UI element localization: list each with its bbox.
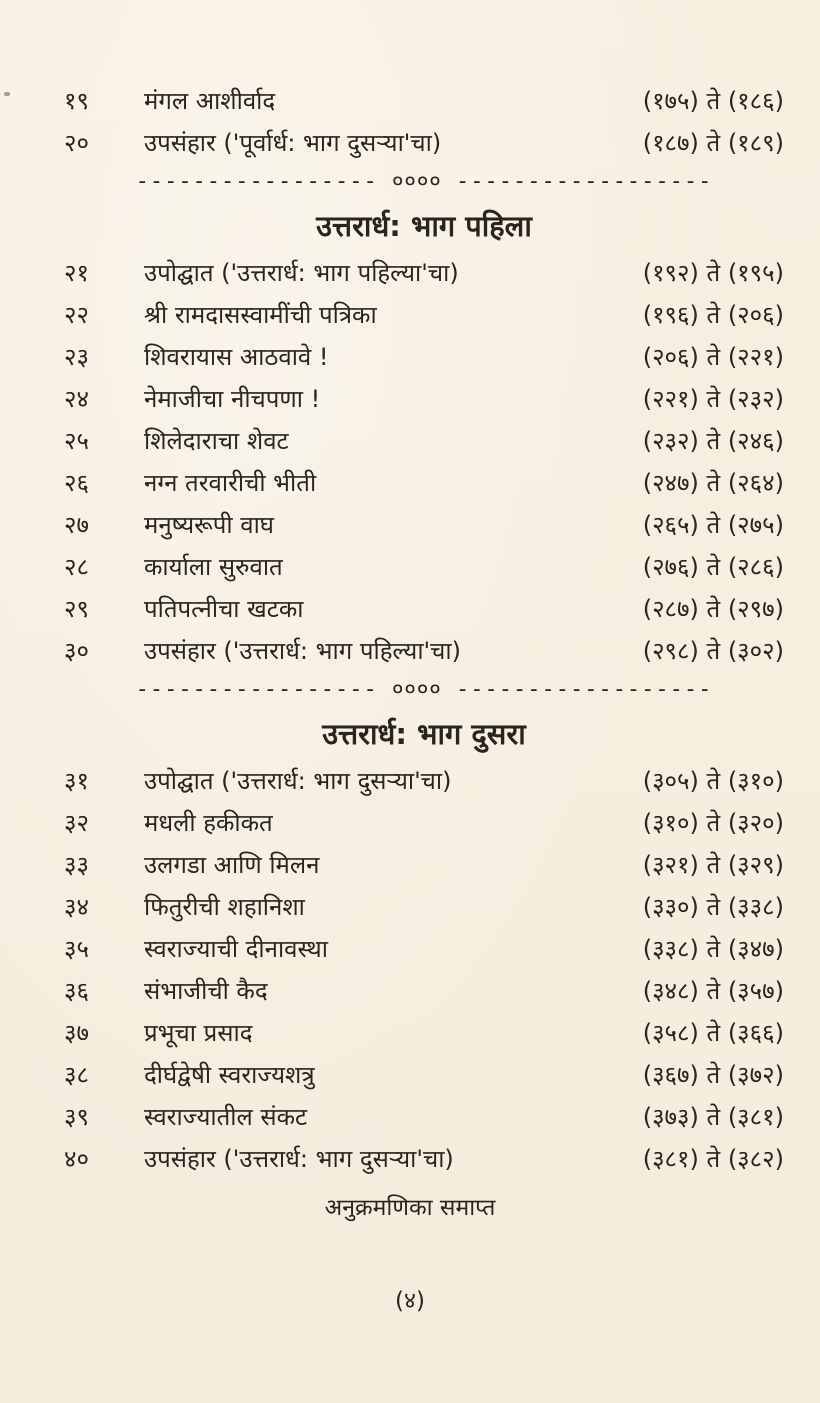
- toc-section-uttarardh-part-1: [64, 200, 784, 672]
- toc-row: [64, 802, 784, 844]
- page-range: (२४७) ते (२६४): [642, 469, 784, 497]
- page-range: (१९६) ते (२०६): [642, 301, 784, 329]
- toc-row: [64, 122, 784, 164]
- chapter-number: ३४: [64, 893, 89, 921]
- page-range: (२०६) ते (२२१): [642, 343, 784, 371]
- toc-end-note: अनुक्रमणिका समाप्त: [324, 1195, 496, 1221]
- chapter-title: उपसंहार ('उत्तरार्ध: भाग दुसऱ्या'चा): [144, 1145, 454, 1173]
- page-range: (३७३) ते (३८१): [642, 1103, 784, 1131]
- page-range: (२३२) ते (२४६): [642, 427, 784, 455]
- table-of-contents: [64, 80, 784, 1180]
- chapter-number: २०: [64, 129, 89, 157]
- chapter-title: मनुष्यरूपी वाघ: [144, 511, 274, 539]
- chapter-title: प्रभूचा प्रसाद: [144, 1019, 253, 1047]
- chapter-number: २४: [64, 385, 89, 413]
- chapter-number: २३: [64, 343, 89, 371]
- toc-row: [64, 80, 784, 122]
- page-range: (१९२) ते (१९५): [642, 259, 784, 287]
- toc-row: [64, 462, 784, 504]
- toc-row: [64, 970, 784, 1012]
- page-range: (३३८) ते (३४७): [642, 935, 784, 963]
- page-range: (१७५) ते (१८६): [642, 87, 784, 115]
- toc-section-uttarardh-part-2: [64, 708, 784, 1180]
- chapter-title: स्वराज्यातील संकट: [144, 1103, 308, 1131]
- chapter-number: ३९: [64, 1103, 89, 1131]
- toc-row: [64, 378, 784, 420]
- toc-row: [64, 1096, 784, 1138]
- page-range: (३१०) ते (३२०): [642, 809, 784, 837]
- chapter-title: फितुरीची शहानिशा: [144, 893, 305, 921]
- chapter-title: मधली हकीकत: [144, 809, 273, 837]
- chapter-title: उपसंहार ('पूर्वार्ध: भाग दुसऱ्या'चा): [144, 129, 442, 157]
- toc-row: [64, 504, 784, 546]
- chapter-number: ३०: [64, 637, 89, 665]
- toc-row: [64, 588, 784, 630]
- chapter-title: मंगल आशीर्वाद: [144, 87, 276, 115]
- page-range: (२९८) ते (३०२): [642, 637, 784, 665]
- chapter-title: पतिपत्नीचा खटका: [144, 595, 304, 623]
- chapter-number: २५: [64, 427, 89, 455]
- toc-row: [64, 928, 784, 970]
- chapter-number: ३६: [64, 977, 89, 1005]
- chapter-number: ३३: [64, 851, 89, 879]
- chapter-number: ३१: [64, 767, 89, 795]
- chapter-number: ३८: [64, 1061, 89, 1089]
- chapter-title: शिवरायास आठवावे !: [144, 343, 329, 371]
- chapter-title: उपोद्घात ('उत्तरार्ध: भाग पहिल्या'चा): [144, 259, 459, 287]
- chapter-title: उलगडा आणि मिलन: [144, 851, 320, 879]
- toc-row: [64, 630, 784, 672]
- toc-row: [64, 336, 784, 378]
- toc-section-purvardh: [64, 80, 784, 164]
- page-range: (१८७) ते (१८९): [642, 129, 784, 157]
- chapter-number: ४०: [64, 1145, 89, 1173]
- chapter-number: २६: [64, 469, 89, 497]
- chapter-number: १९: [64, 87, 89, 115]
- page-range: (३६७) ते (३७२): [642, 1061, 784, 1089]
- section-heading: उत्तरार्ध: भाग पहिला: [316, 209, 532, 243]
- chapter-title: स्वराज्याची दीनावस्था: [144, 935, 328, 963]
- section-heading: उत्तरार्ध: भाग दुसरा: [322, 717, 526, 751]
- page-speck: [4, 92, 10, 96]
- page-range: (३५८) ते (३६६): [642, 1019, 784, 1047]
- chapter-number: २१: [64, 259, 89, 287]
- toc-row: [64, 294, 784, 336]
- page-range: (३४८) ते (३५७): [642, 977, 784, 1005]
- section-divider: ----------------- ०००० ------------------: [135, 169, 713, 194]
- page-range: (२६५) ते (२७५): [642, 511, 784, 539]
- chapter-title: शिलेदाराचा शेवट: [144, 427, 289, 455]
- page-range: (२२१) ते (२३२): [642, 385, 784, 413]
- chapter-title: संभाजीची कैद: [144, 977, 268, 1005]
- page-range: (३८१) ते (३८२): [642, 1145, 784, 1173]
- chapter-number: ३२: [64, 809, 89, 837]
- toc-row: [64, 760, 784, 802]
- chapter-title: उपसंहार ('उत्तरार्ध: भाग पहिल्या'चा): [144, 637, 461, 665]
- chapter-title: कार्याला सुरुवात: [144, 553, 283, 581]
- page-range: (३०५) ते (३१०): [642, 767, 784, 795]
- page-range: (२८७) ते (२९७): [642, 595, 784, 623]
- chapter-title: उपोद्घात ('उत्तरार्ध: भाग दुसऱ्या'चा): [144, 767, 452, 795]
- toc-row: [64, 1138, 784, 1180]
- toc-row: [64, 252, 784, 294]
- section-divider: ----------------- ०००० ------------------: [135, 677, 713, 702]
- chapter-title: नेमाजीचा नीचपणा !: [144, 385, 321, 413]
- toc-row: [64, 1012, 784, 1054]
- chapter-number: २९: [64, 595, 89, 623]
- chapter-number: २७: [64, 511, 89, 539]
- page-range: (२७६) ते (२८६): [642, 553, 784, 581]
- toc-row: [64, 886, 784, 928]
- chapter-number: ३५: [64, 935, 89, 963]
- toc-row: [64, 420, 784, 462]
- toc-row: [64, 844, 784, 886]
- page-range: (३२१) ते (३२९): [642, 851, 784, 879]
- chapter-number: ३७: [64, 1019, 89, 1047]
- chapter-title: दीर्घद्वेषी स्वराज्यशत्रु: [144, 1061, 315, 1089]
- chapter-title: श्री रामदासस्वामींची पत्रिका: [144, 301, 377, 329]
- page-number: (४): [395, 1288, 425, 1314]
- toc-row: [64, 1054, 784, 1096]
- chapter-number: २८: [64, 553, 89, 581]
- toc-row: [64, 546, 784, 588]
- chapter-number: २२: [64, 301, 89, 329]
- page-range: (३३०) ते (३३८): [642, 893, 784, 921]
- chapter-title: नग्न तरवारीची भीती: [144, 469, 317, 497]
